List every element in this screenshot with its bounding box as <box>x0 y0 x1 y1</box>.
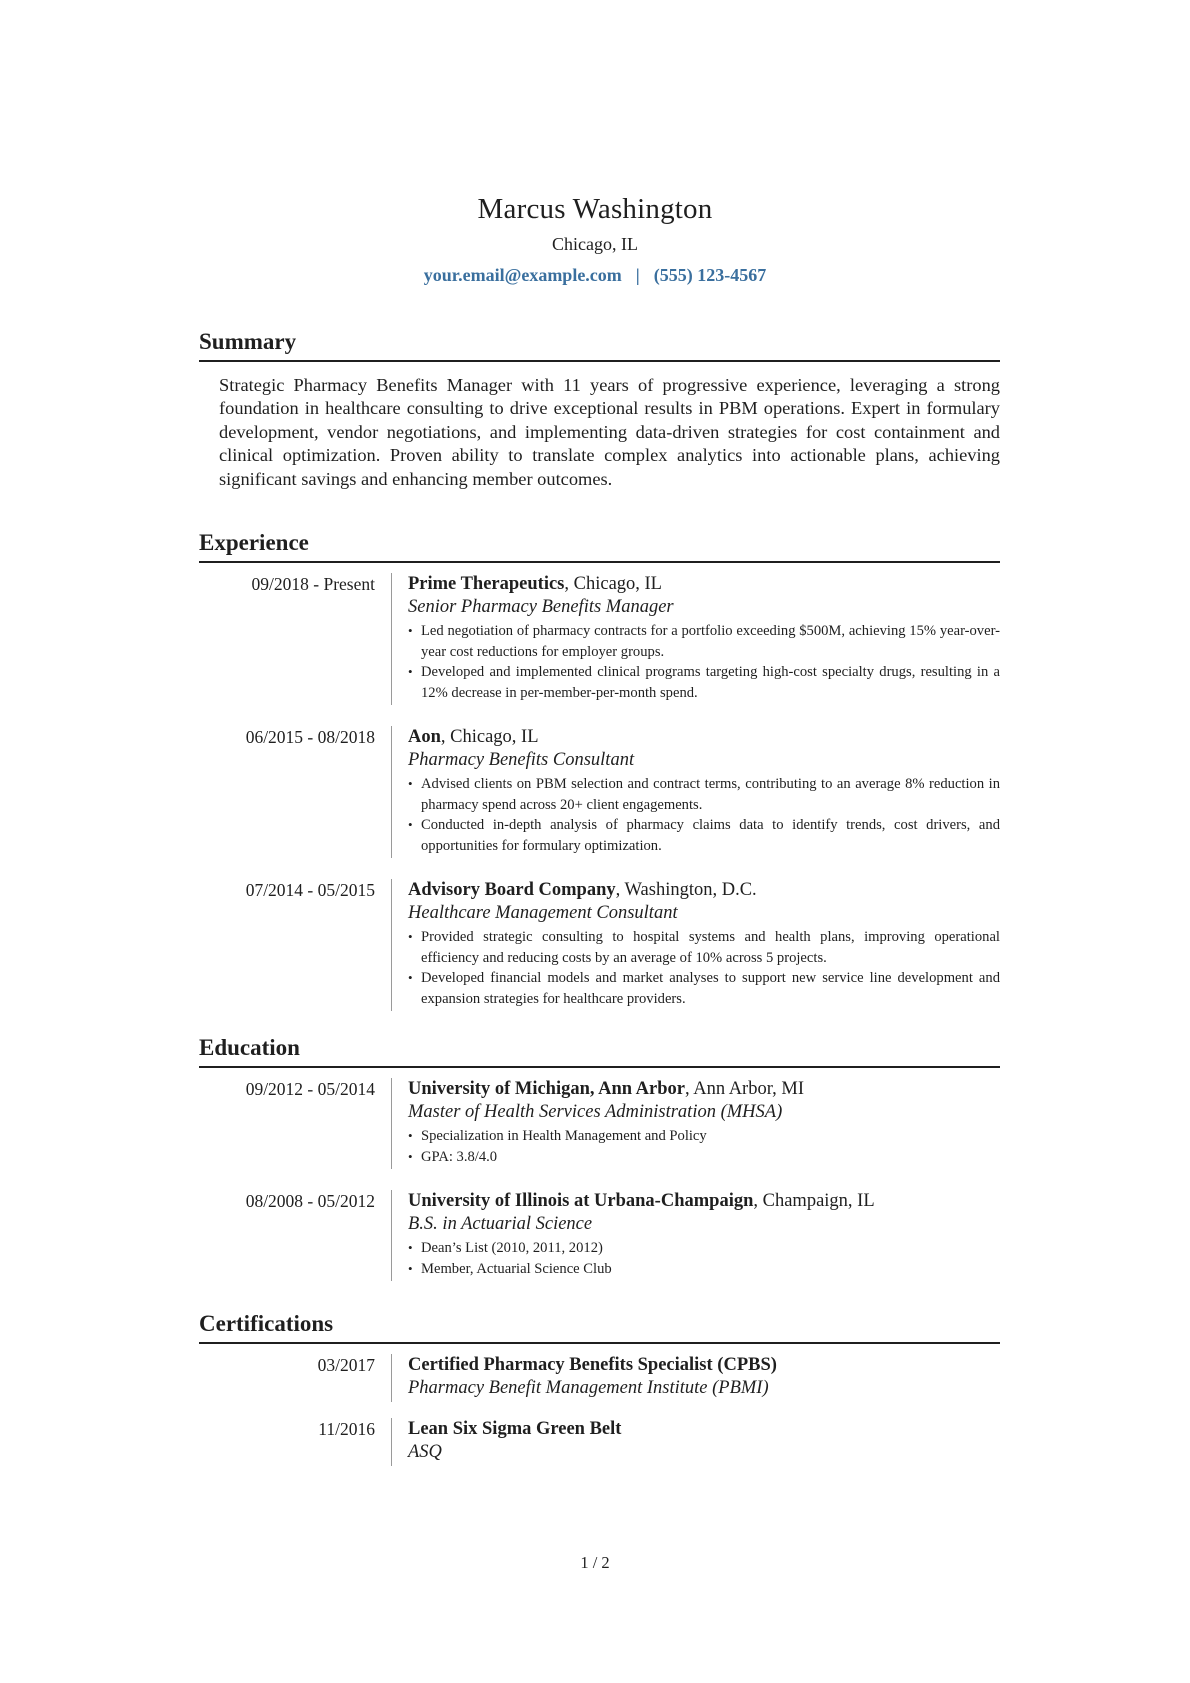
entry-degree: B.S. in Actuarial Science <box>408 1214 593 1234</box>
bullet-item: • GPA: 3.8/4.0 <box>408 1147 1000 1168</box>
experience-entry <box>199 879 1000 1011</box>
certification-entry <box>199 1418 1000 1466</box>
section-title-experience: Experience <box>199 528 1000 563</box>
entry-location: , Chicago, IL <box>564 574 662 594</box>
entry-body <box>391 1190 1000 1281</box>
entry-body <box>391 726 1000 858</box>
page-indicator: 1 / 2 <box>580 1553 610 1572</box>
entry-date: 06/2015 - 08/2018 <box>245 727 375 747</box>
certification-entry <box>199 1354 1000 1402</box>
certification-title: Lean Six Sigma Green Belt <box>408 1419 622 1439</box>
bullet-item: • Provided strategic consulting to hospital systems and health plans, improving operational efficiency and reducing costs by an average of 10% across 5 projects. <box>408 927 1000 968</box>
entry-role: Senior Pharmacy Benefits Manager <box>408 597 674 617</box>
entry-date: 11/2016 <box>318 1419 375 1439</box>
certification-name <box>408 1354 1000 1377</box>
entry-organization: Advisory Board Company <box>408 880 616 900</box>
entry-body <box>391 879 1000 1011</box>
entry-date: 07/2014 - 05/2015 <box>245 880 375 900</box>
bullet-item: • Dean’s List (2010, 2011, 2012) <box>408 1238 1000 1259</box>
entry-body <box>391 1418 1000 1466</box>
bullet-item: • Developed financial models and market analyses to support new service line development and expansion strategies for healthcare providers. <box>408 968 1000 1009</box>
bullet-item: • Advised clients on PBM selection and contract terms, contributing to an average 8% reduction in pharmacy spend across 20+ client engagements. <box>408 774 1000 815</box>
entry-organization: Aon <box>408 727 441 747</box>
entry-heading <box>408 879 1000 902</box>
bullet-item: • Led negotiation of pharmacy contracts for a portfolio exceeding $500M, achieving 15% year-over-year cost reductions for employer groups. <box>408 621 1000 662</box>
entry-date: 09/2018 - Present <box>251 574 375 594</box>
bullet-item: • Developed and implemented clinical programs targeting high-cost specialty drugs, resulting in a 12% decrease in per-member-per-month spend. <box>408 662 1000 703</box>
certification-issuer: ASQ <box>408 1442 442 1462</box>
certifications-section <box>199 1309 1000 1466</box>
education-entry <box>199 1190 1000 1281</box>
certification-title: Certified Pharmacy Benefits Specialist (CPBS) <box>408 1355 777 1375</box>
entry-role: Healthcare Management Consultant <box>408 903 678 923</box>
entry-bullets <box>408 621 1000 703</box>
entry-date: 09/2012 - 05/2014 <box>245 1079 375 1099</box>
entry-location: , Champaign, IL <box>753 1191 875 1211</box>
entry-date: 03/2017 <box>317 1355 375 1375</box>
candidate-name: Marcus Washington <box>477 193 713 225</box>
contact-line <box>0 262 1190 288</box>
summary-section <box>199 327 1000 491</box>
experience-section <box>199 528 1000 1011</box>
summary-text: Strategic Pharmacy Benefits Manager with 11 years of progressive experience, leveraging a strong foundation in healthcare consulting to drive exceptional results in PBM operations. Expert in formulary development, vendor negotiations, and implementing data-driven strategies for cost containment and clinical optimization. Proven ability to translate complex analytics into actionable plans, achieving significant savings and enhancing member outcomes. <box>219 375 1000 489</box>
entry-location: , Ann Arbor, MI <box>685 1079 804 1099</box>
education-section <box>199 1033 1000 1281</box>
entry-role: Pharmacy Benefits Consultant <box>408 750 635 770</box>
email-link[interactable]: your.email@example.com <box>423 265 622 285</box>
entry-body <box>391 573 1000 705</box>
certification-name <box>408 1418 1000 1441</box>
phone-link[interactable]: (555) 123-4567 <box>653 265 767 285</box>
candidate-location: Chicago, IL <box>552 234 638 254</box>
entry-body <box>391 1078 1000 1169</box>
bullet-item: • Specialization in Health Management and Policy <box>408 1126 1000 1147</box>
entry-location: , Washington, D.C. <box>615 880 757 900</box>
bullet-item: • Member, Actuarial Science Club <box>408 1259 1000 1280</box>
contact-separator: | <box>635 265 640 285</box>
entry-heading <box>408 1078 1000 1101</box>
entry-bullets <box>408 927 1000 1009</box>
section-title-certifications: Certifications <box>199 1309 1000 1344</box>
entry-bullets <box>408 1126 1000 1167</box>
bullet-item: • Conducted in-depth analysis of pharmacy claims data to identify trends, cost drivers, and opportunities for formulary optimization. <box>408 815 1000 856</box>
entry-organization: Prime Therapeutics <box>408 574 565 594</box>
section-title-summary: Summary <box>199 327 1000 362</box>
entry-heading <box>408 573 1000 596</box>
entry-institution: University of Illinois at Urbana-Champaign <box>408 1191 754 1211</box>
entry-bullets <box>408 774 1000 856</box>
entry-body <box>391 1354 1000 1402</box>
entry-date: 08/2008 - 05/2012 <box>245 1191 375 1211</box>
certification-issuer: Pharmacy Benefit Management Institute (PBMI) <box>408 1378 769 1398</box>
education-entry <box>199 1078 1000 1169</box>
entry-degree: Master of Health Services Administration (MHSA) <box>408 1102 783 1122</box>
entry-location: , Chicago, IL <box>440 727 539 747</box>
experience-entry <box>199 726 1000 858</box>
entry-bullets <box>408 1238 1000 1279</box>
entry-heading <box>408 1190 1000 1213</box>
entry-heading <box>408 726 1000 749</box>
section-title-education: Education <box>199 1033 1000 1068</box>
resume-header <box>0 190 1190 288</box>
entry-institution: University of Michigan, Ann Arbor <box>408 1079 685 1099</box>
experience-entry <box>199 573 1000 705</box>
